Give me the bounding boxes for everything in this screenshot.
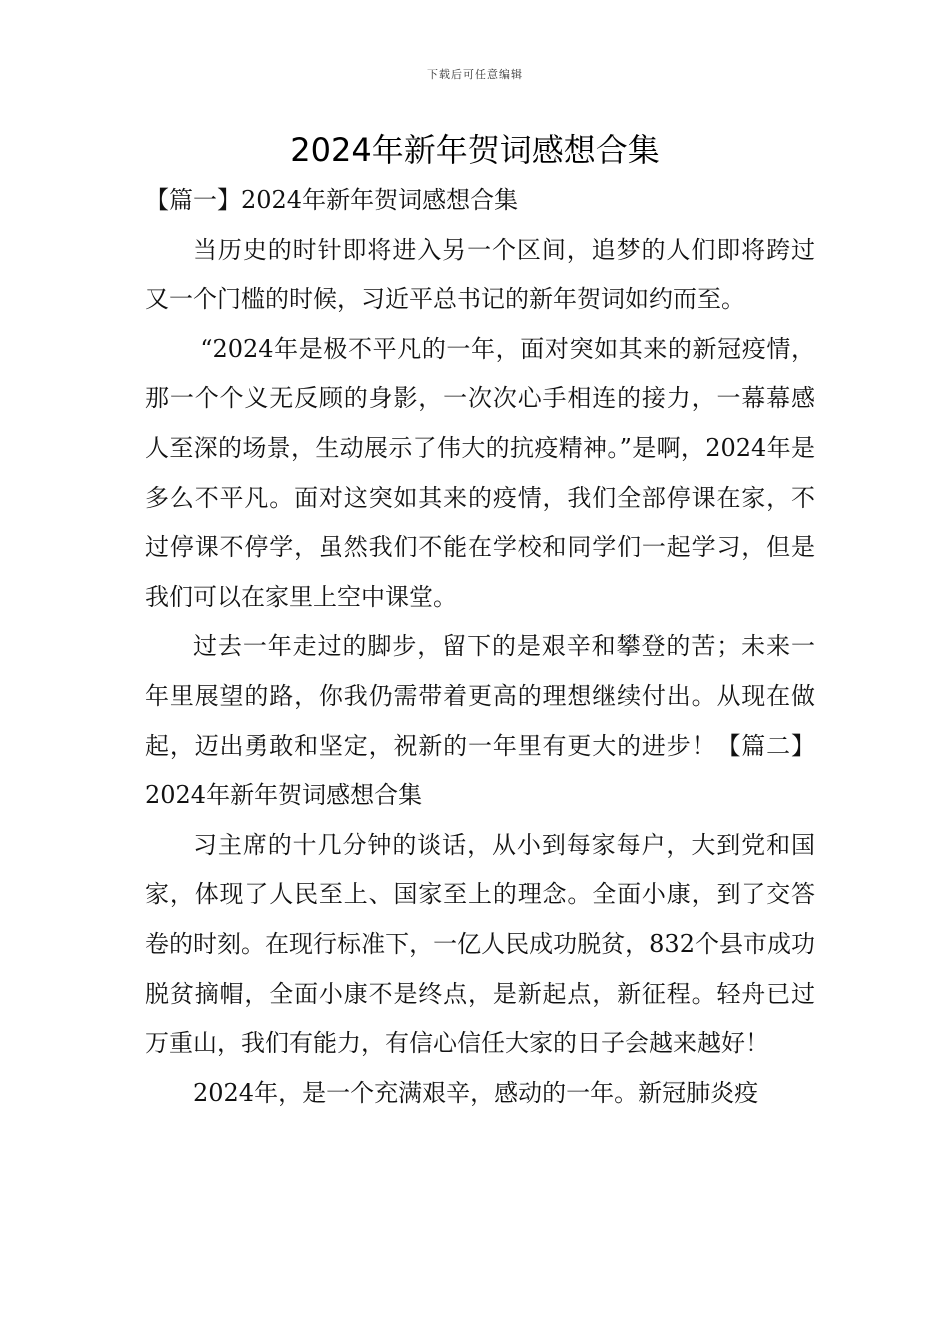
section-heading-1: 【篇一】2024年新年贺词感想合集 [145,186,519,214]
document-body [145,176,815,1118]
document-title: 2024年新年贺词感想合集 [290,131,660,169]
paragraph-5: 2024年，是一个充满艰辛，感动的一年。新冠肺炎疫 [193,1078,759,1107]
paragraph-2: “2024年是极不平凡的一年，面对突如其来的新冠疫情，那一个个义无反顾的身影，一次次心手相连的接力，一幕幕感人至深的场景，生动展示了伟大的抗疫精神。”是啊，2024年是多么不平凡。面对这突如其来的疫情，我们全部停课在家，不过停课不停学，虽然我们不能在学校和同学们一起学习，但是我们可以在家里上空中课堂。 [145,334,815,611]
paragraph-1: 当历史的时针即将进入另一个区间，追梦的人们即将跨过又一个门槛的时候，习近平总书记的新年贺词如约而至。 [145,235,815,314]
paragraph-4: 习主席的十几分钟的谈话，从小到每家每户，大到党和国家，体现了人民至上、国家至上的理念。全面小康，到了交答卷的时刻。在现行标准下，一亿人民成功脱贫，832个县市成功脱贫摘帽，全面小康不是终点，是新起点，新征程。轻舟已过万重山，我们有能力，有信心信任大家的日子会越来越好！ [145,830,815,1058]
paragraph-3: 过去一年走过的脚步，留下的是艰辛和攀登的苦；未来一年里展望的路，你我仍需带着更高的理想继续付出。从现在做起，迈出勇敢和坚定，祝新的一年里有更大的进步！【篇二】2024年新年贺词感想合集 [145,632,815,810]
page-header-note: 下载后可任意编辑 [427,68,523,81]
